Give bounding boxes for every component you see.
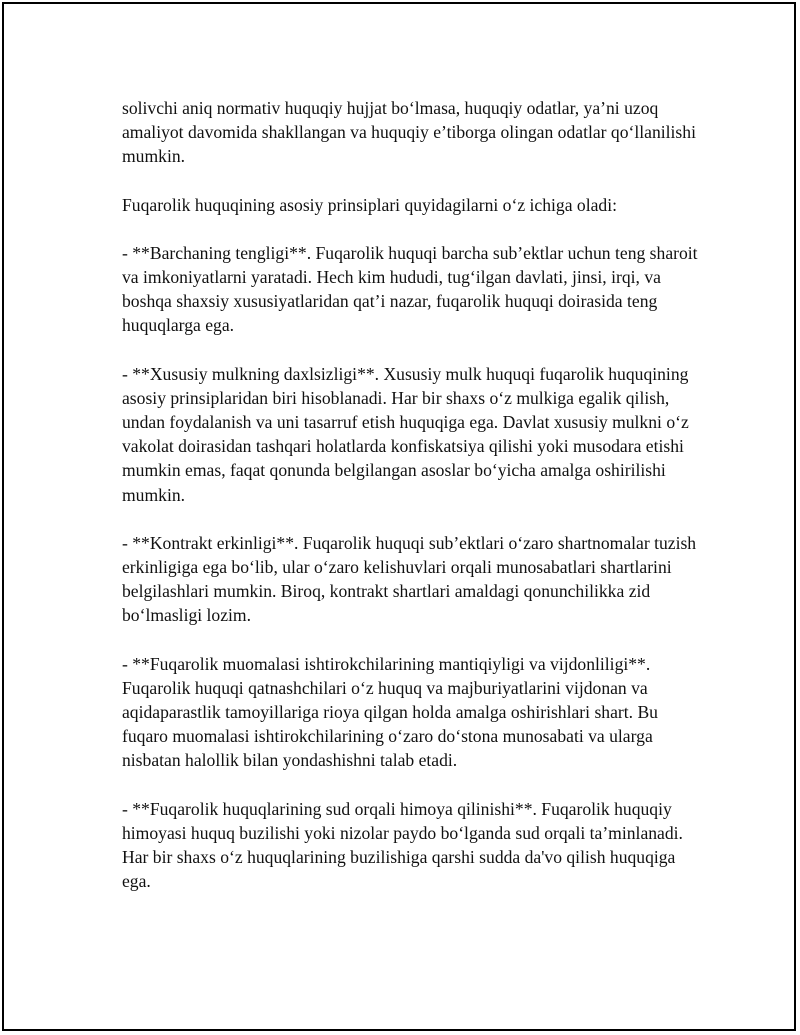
paragraph-equality: - **Barchaning tengligi**. Fuqarolik huquqi barcha sub’ektlar uchun teng sharoit va imkoniyatlarni yaratadi. Hech kim hududi, tug‘ilgan davlati, jinsi, irqi, va boshqa shaxsiy xususiyatlaridan qat’i nazar, fuqarolik huquqi doirasida teng huquqlarga ega. [122, 242, 698, 336]
paragraph-contract-freedom: - **Kontrakt erkinligi**. Fuqarolik huquqi sub’ektlari o‘zaro shartnomalar tuzish erkinligiga ega bo‘lib, ular o‘zaro kelishuvlari orqali munosabatlari shartlarini belgilashlari mumkin. Biroq, kontrakt shartlari amaldagi qonunchilikka zid bo‘lmasligi lozim. [122, 532, 697, 626]
paragraph-judicial-protection: - **Fuqarolik huquqlarining sud orqali himoya qilinishi**. Fuqarolik huquqiy himoyasi huquq buzilishi yoki nizolar paydo bo‘lganda sud orqali ta’minlanadi. Har bir shaxs o‘z huquqlarining buzilishiga qarshi sudda da'vo qilish huquqiga ega. [122, 798, 683, 892]
page-frame [2, 2, 796, 1031]
document-body [122, 96, 702, 917]
paragraph-principles-intro: Fuqarolik huquqining asosiy prinsiplari quyidagilarni o‘z ichiga oladi: [122, 194, 617, 215]
paragraph-good-faith: - **Fuqarolik muomalasi ishtirokchilarining mantiqiyligi va vijdonliligi**. Fuqarolik huquqi qatnashchilari o‘z huquq va majburiyatlarini vijdonan va aqidaparastlik tamoyillariga rioya qilgan holda amalga oshirishlari shart. Bu fuqaro muomalasi ishtirokchilarining o‘zaro do‘stona munosabati va ularga nisbatan halollik bilan yondashishni talab etadi. [122, 653, 658, 771]
paragraph-private-property: - **Xususiy mulkning daxlsizligi**. Xususiy mulk huquqi fuqarolik huquqining asosiy prinsiplaridan biri hisoblanadi. Har bir shaxs o‘z mulkiga egalik qilish, undan foydalanish va uni tasarruf etish huquqiga ega. Davlat xususiy mulkni o‘z vakolat doirasidan tashqari holatlarda konfiskatsiya qilishi yoki musodara etishi mumkin emas, faqat qonunda belgilangan asoslar bo‘yicha amalga oshirilishi mumkin. [122, 363, 689, 505]
paragraph-continuation: solivchi aniq normativ huquqiy hujjat bo‘lmasa, huquqiy odatlar, ya’ni uzoq amaliyot davomida shakllangan va huquqiy e’tiborga olingan odatlar qo‘llanilishi mumkin. [122, 98, 696, 167]
